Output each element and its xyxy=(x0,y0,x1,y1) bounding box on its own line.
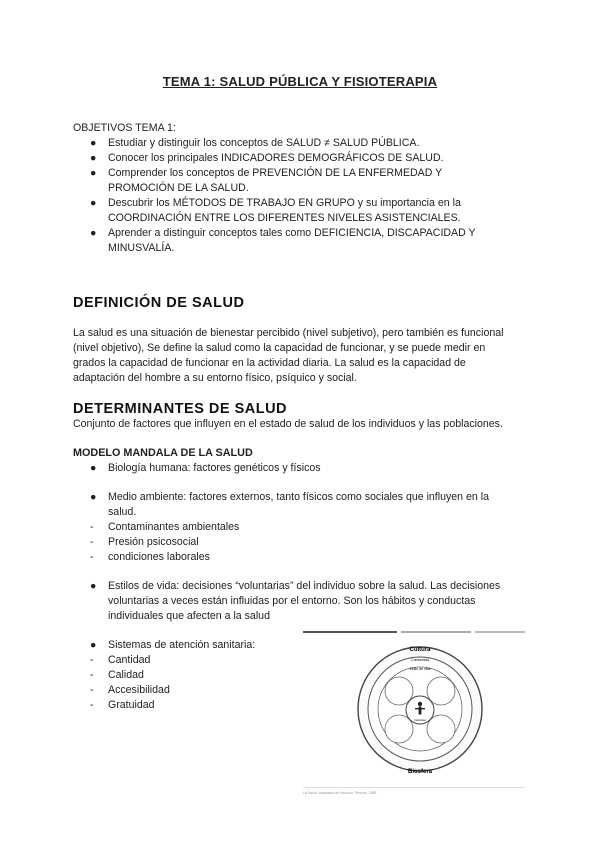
definicion-heading: DEFINICIÓN DE SALUD xyxy=(73,295,245,311)
estilos-text: Estilos de vida: decisiones “voluntarias” del individuo sobre la salud. Las decisiones voluntarias a veces están influidas por el entorno. Son los hábitos y conductas individuales que afecten a la salud xyxy=(108,580,501,622)
dash-icon: - xyxy=(90,536,94,548)
objectives-heading: OBJETIVOS TEMA 1: xyxy=(73,122,176,134)
dash-icon: - xyxy=(90,521,94,533)
figure-top-rules xyxy=(303,631,525,633)
dash-icon: - xyxy=(90,684,94,696)
bullet-icon: ● xyxy=(90,197,97,209)
medio-sub-item: Contaminantes ambientales xyxy=(108,521,240,533)
bullet-icon: ● xyxy=(90,167,97,179)
mandala-estilo-label: Estilo de vida xyxy=(409,667,431,671)
sistemas-sub-item: Gratuidad xyxy=(108,699,155,711)
divider xyxy=(401,631,471,633)
definicion-line: (nivel objetivo), Se define la salud como la capacidad de funcionar, y se puede medir en xyxy=(73,342,486,354)
bullet-icon: ● xyxy=(90,462,97,474)
sistemas-sub-item: Calidad xyxy=(108,669,144,681)
page-title: TEMA 1: SALUD PÚBLICA Y FISIOTERAPIA xyxy=(162,74,438,89)
dash-icon: - xyxy=(90,654,94,666)
objective-text: Estudiar y distinguir los conceptos de SALUD ≠ SALUD PÚBLICA. xyxy=(108,137,420,149)
mandala-diagram xyxy=(355,637,485,782)
bullet-icon: ● xyxy=(90,580,97,592)
biologia-text: Biología humana: factores genéticos y físicos xyxy=(108,462,321,474)
objective-text: Comprender los conceptos de PREVENCIÓN DE LA ENFERMEDAD Y PROMOCIÓN DE LA SALUD. xyxy=(108,167,443,194)
medio-sub-item: condiciones laborales xyxy=(108,551,210,563)
divider xyxy=(475,631,525,633)
sistemas-sub-item: Cantidad xyxy=(108,654,151,666)
definicion-line: grados la capacidad de funcionar en la actividad diaria. La salud es la capacidad de xyxy=(73,357,466,369)
objective-text: Conocer los principales INDICADORES DEMOGRÁFICOS DE SALUD. xyxy=(108,152,444,164)
bullet-icon: ● xyxy=(90,639,97,651)
mandala-cultura-label: Cultura xyxy=(409,647,431,653)
mandala-comunidad-label: Comunidad xyxy=(411,658,429,662)
sistemas-text: Sistemas de atención sanitaria: xyxy=(108,639,256,651)
divider xyxy=(303,787,525,788)
mandala-individuo-label: Individuo xyxy=(413,718,427,722)
definicion-line: adaptación del hombre a su entorno físico, psíquico y social. xyxy=(73,372,357,384)
definicion-paragraph xyxy=(73,326,504,386)
figure-caption: La Salud: Adaptado de Hancock, Perkins, 1985 xyxy=(303,791,377,795)
bullet-icon: ● xyxy=(90,152,97,164)
definicion-line: La salud es una situación de bienestar percibido (nivel subjetivo), pero también es funcional xyxy=(73,327,504,339)
bullet-icon: ● xyxy=(90,137,97,149)
dash-icon: - xyxy=(90,669,94,681)
medio-text: Medio ambiente: factores externos, tanto físicos como sociales que influyen en la salud. xyxy=(108,491,489,518)
medio-sub-item: Presión psicosocial xyxy=(108,536,199,548)
determinantes-heading: DETERMINANTES DE SALUD xyxy=(73,401,288,417)
determinantes-intro: Conjunto de factores que influyen en el estado de salud de los individuos y las poblaciones. xyxy=(73,418,503,430)
mandala-biosfera-label: Biosfera xyxy=(407,769,433,775)
sistemas-sub-item: Accesibilidad xyxy=(108,684,170,696)
bullet-icon: ● xyxy=(90,491,97,503)
divider xyxy=(303,631,397,633)
bullet-icon: ● xyxy=(90,227,97,239)
dash-icon: - xyxy=(90,551,94,563)
objective-text: Descubrir los MÉTODOS DE TRABAJO EN GRUPO y su importancia en la COORDINACIÓN ENTRE LOS DIFERENTES NIVELES ASISTENCIALES. xyxy=(108,197,461,224)
objective-text: Aprender a distinguir conceptos tales como DEFICIENCIA, DISCAPACIDAD Y MINUSVALÍA. xyxy=(108,227,476,254)
model-heading: MODELO MANDALA DE LA SALUD xyxy=(73,447,253,459)
dash-icon: - xyxy=(90,699,94,711)
